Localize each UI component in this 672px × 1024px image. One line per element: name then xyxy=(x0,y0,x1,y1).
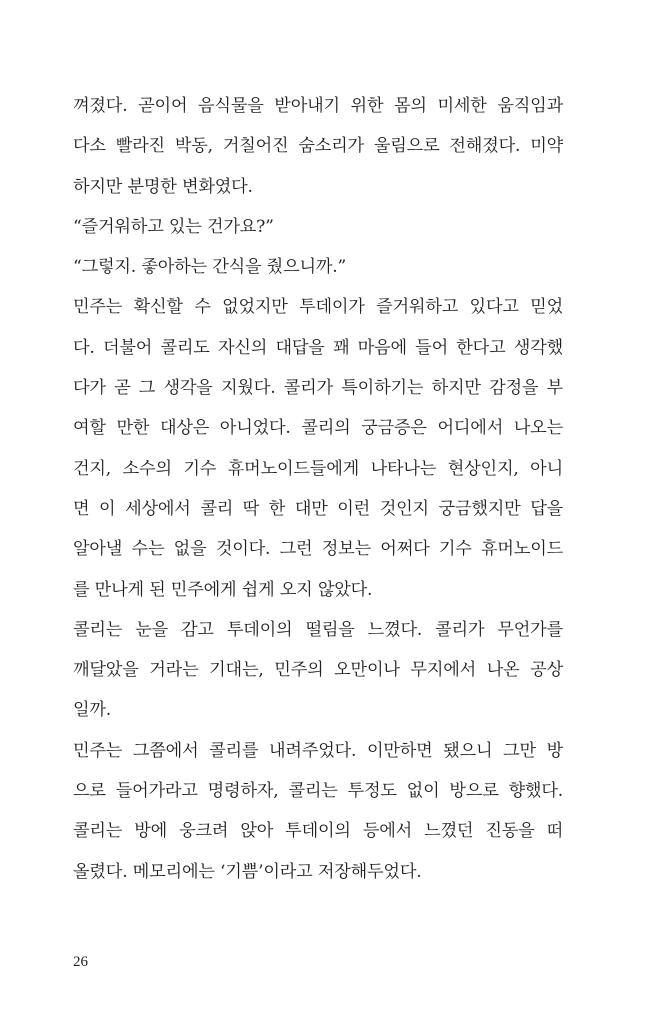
page-number: 26 xyxy=(73,954,88,970)
text-line: 다가 곧 그 생각을 지웠다. 콜리가 특이하기는 하지만 감정을 부 xyxy=(73,378,563,399)
text-line: 알아낼 수는 없을 것이다. 그런 정보는 어쩌다 기수 휴머노이드 xyxy=(73,539,563,560)
text-line: 민주는 그쯤에서 콜리를 내려주었다. 이만하면 됐으니 그만 방 xyxy=(73,740,563,761)
dialogue-line: “즐거워하고 있는 건가요?” xyxy=(73,216,274,237)
text-line: 건지, 소수의 기수 휴머노이드들에게 나타나는 현상인지, 아니 xyxy=(73,458,563,479)
text-line: 면 이 세상에서 콜리 딱 한 대만 이런 것인지 궁금했지만 답을 xyxy=(73,498,563,519)
text-line: 하지만 분명한 변화였다. xyxy=(73,176,253,197)
text-line: 콜리는 눈을 감고 투데이의 떨림을 느꼈다. 콜리가 무언가를 xyxy=(73,619,563,640)
text-line: 껴졌다. 곧이어 음식물을 받아내기 위한 몸의 미세한 움직임과 xyxy=(73,96,563,116)
text-line: 다소 빨라진 박동, 거칠어진 숨소리가 울림으로 전해졌다. 미약 xyxy=(73,136,563,157)
text-line: 민주는 확신할 수 없었지만 투데이가 즐거워하고 있다고 믿었 xyxy=(73,297,563,318)
text-line: 일까. xyxy=(73,700,112,721)
text-line: 올렸다. 메모리에는 ‘기쁨’이라고 저장해두었다. xyxy=(73,861,422,882)
text-line: 으로 들어가라고 명령하자, 콜리는 투정도 없이 방으로 향했다. xyxy=(73,781,563,802)
text-line: 를 만나게 된 민주에게 쉽게 오지 않았다. xyxy=(73,579,373,600)
text-line: 콜리는 방에 웅크려 앉아 투데이의 등에서 느꼈던 진동을 떠 xyxy=(73,821,563,842)
text-line: 깨달았을 거라는 기대는, 민주의 오만이나 무지에서 나온 공상 xyxy=(73,660,563,681)
dialogue-line: “그렇지. 좋아하는 간식을 줬으니까.” xyxy=(73,257,347,278)
body-text xyxy=(73,86,563,892)
text-line: 여할 만한 대상은 아니었다. 콜리의 궁금증은 어디에서 나오는 xyxy=(73,418,563,439)
text-line: 다. 더불어 콜리도 자신의 대답을 꽤 마음에 들어 한다고 생각했 xyxy=(73,337,563,358)
